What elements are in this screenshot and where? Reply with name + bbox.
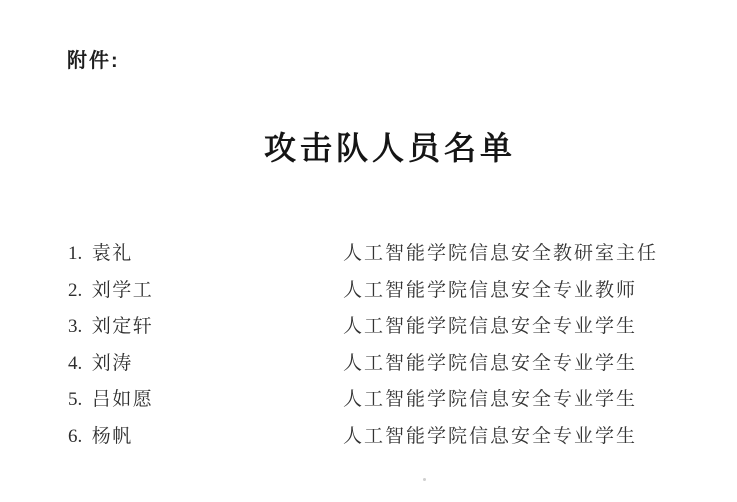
member-number: 2. [68,279,83,301]
member-list [0,231,737,451]
member-name: 5. 吕如愿 [68,389,154,411]
scan-artifact-dot [423,478,426,481]
member-number: 3. [68,316,83,338]
member-name: 4. 刘涛 [68,352,133,374]
member-name: 1. 袁礼 [68,243,133,264]
member-row [0,304,737,341]
member-number: 5. [68,389,83,411]
member-role: 人工智能学院信息安全专业学生 [343,425,638,447]
member-name: 2. 刘学工 [68,279,154,301]
member-role: 人工智能学院信息安全专业教师 [343,279,638,301]
member-role: 人工智能学院信息安全教研室主任 [343,243,659,264]
member-number: 4. [68,352,83,374]
member-name: 3. 刘定轩 [68,316,154,338]
attachment-label: 附件: [67,50,120,72]
member-row [0,268,737,305]
document-title: 攻击队人员名单 [264,130,517,166]
member-name: 6. 杨帆 [68,425,133,447]
member-row [0,377,737,414]
member-number: 1. [68,243,83,264]
member-row [0,414,737,451]
member-role: 人工智能学院信息安全专业学生 [343,316,638,338]
member-role: 人工智能学院信息安全专业学生 [343,352,638,374]
member-number: 6. [68,425,83,447]
member-row [0,231,737,268]
member-role: 人工智能学院信息安全专业学生 [343,389,638,411]
member-row [0,341,737,378]
